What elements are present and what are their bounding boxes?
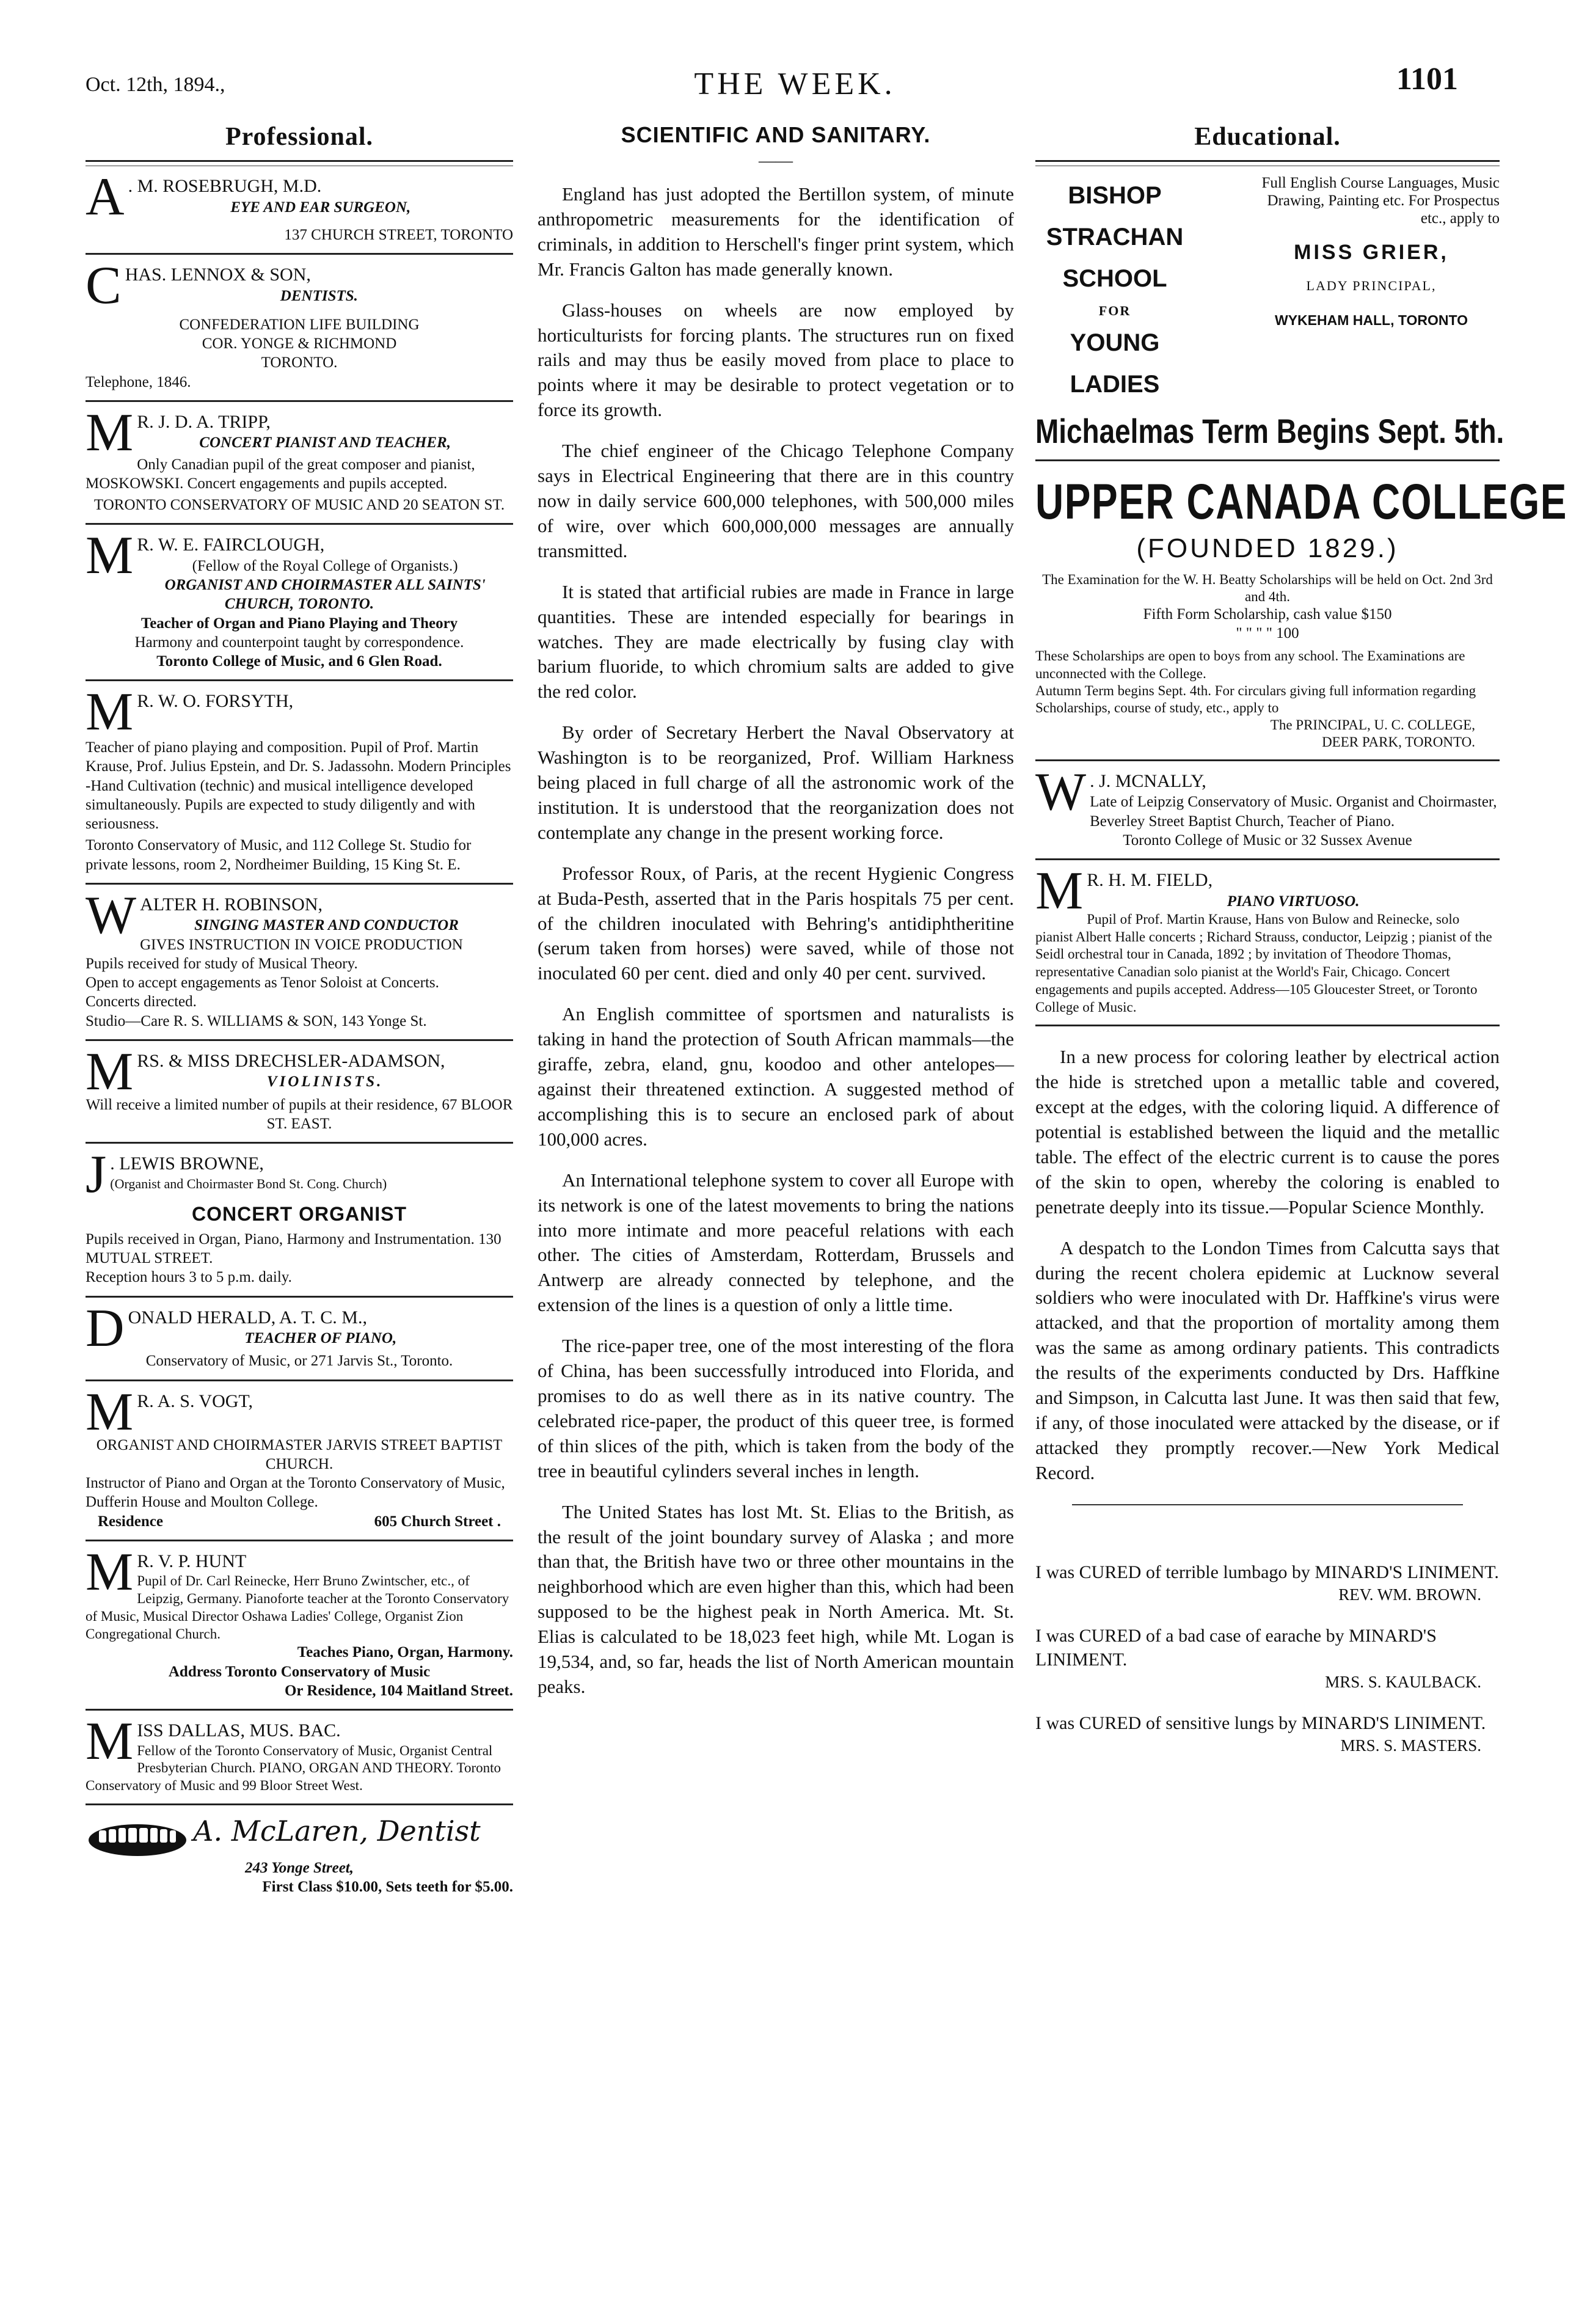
bishop-strachan-ad (1035, 175, 1500, 405)
card-title: EYE AND EAR SURGEON, (230, 199, 411, 216)
divider (86, 253, 513, 255)
educational-heading: Educational. (1194, 123, 1341, 151)
card-field (1035, 861, 1500, 1016)
article-paragraph: A despatch to the London Times from Calcutta says that during the recent cholera epidemic at Lucknow several soldiers who were inoculated with Dr. Haffkine's virus were attacked, and that the proportion of mortality among them was the same as among ordinary patients. This contradicts the results of the experiments conducted by Drs. Haffkine and Simpson, in Calcutta last June. It was then said that few, if any, of those inoculated were attacked by the disease, or if attacked they promptly recover.—New York Medical Record. (1035, 1237, 1500, 1483)
college-name: UPPER CANADA COLLEGE (1035, 474, 1568, 530)
card-or-res: Or Residence, 104 Maitland Street. (284, 1682, 513, 1699)
article-paragraph: It is stated that artificial rubies are made in France in large quantities. These are intended especially for bearings in watches. They are made electrically by fusing clay with barium fluoride, to which chromium salts are added to give the red color. (538, 580, 1014, 703)
card-line: COR. YONGE & RICHMOND (202, 335, 397, 353)
article-paragraph: Glass-houses on wheels are now employed by horticulturists for forcing plants. The structures run on fixed rails and may thus be easily moved from place to place to points where it may be desirable to protect vegetation or to force its growth. (538, 299, 1014, 421)
card-line: TORONTO. (261, 354, 338, 371)
scientific-heading: SCIENTIFIC AND SANITARY. (621, 122, 931, 147)
heading-dash: —— (759, 152, 793, 170)
card-name: ALTER H. ROBINSON, (140, 894, 323, 915)
card-big: CONCERT ORGANIST (192, 1202, 407, 1225)
card-body: Harmony and counterpoint taught by correspondence. (134, 634, 464, 651)
school-name-line: FOR (1098, 303, 1131, 318)
divider (86, 1803, 513, 1805)
card-line: Studio—Care R. S. WILLIAMS & SON, 143 Yonge St. (86, 1012, 427, 1029)
ucc-line: Autumn Term begins Sept. 4th. For circulars giving full information regarding Scholarships, course of study, etc., apply to (1035, 682, 1476, 715)
professional-column (86, 122, 513, 1897)
school-name-line: BISHOP (1068, 182, 1162, 209)
card-paren: (Organist and Choirmaster Bond St. Cong. Church) (110, 1175, 387, 1191)
ucc-line: DEER PARK, TORONTO. (1322, 734, 1475, 750)
card-footer: TORONTO CONSERVATORY OF MUSIC AND 20 SEATON ST. (93, 497, 505, 514)
drop-cap: M (86, 1542, 134, 1602)
card-title: DENTISTS. (280, 287, 358, 304)
educational-column (1035, 122, 1568, 1775)
card-vogt (86, 1382, 513, 1531)
article-paragraph: In a new process for coloring leather by electrical action the hide is stretched upon a metallic table and covered, except at the edges, with the coloring liquid. A difference of potential is established between the liquid and the metallic table. The effect of the electric current is to cause the pores of the skin to open, whereby the coloring is enabled to penetrate deeply into its tissue.—Popular Science Monthly. (1035, 1046, 1500, 1218)
drop-cap: M (86, 403, 134, 462)
card-name: R. H. M. FIELD, (1087, 870, 1213, 891)
card-forsyth (86, 682, 513, 874)
testimonial (1035, 1624, 1500, 1693)
card-address: 243 Yonge Street, (244, 1860, 354, 1877)
card-name: . LEWIS BROWNE, (110, 1153, 264, 1174)
ucc-line: These Scholarships are open to boys from any school. The Examinations are unconnected with the College. (1035, 648, 1465, 681)
card-footer: Toronto College of Music, and 6 Glen Road. (156, 653, 442, 670)
card-name: ONALD HERALD, A. T. C. M., (128, 1307, 367, 1328)
card-herald (86, 1298, 513, 1371)
card-line: ORGANIST AND CHOIRMASTER JARVIS STREET BAPTIST CHURCH. (96, 1436, 503, 1472)
card-name: R. J. D. A. TRIPP, (137, 411, 271, 432)
scientific-column (538, 122, 1014, 1716)
card-hours: Reception hours 3 to 5 p.m. daily. (86, 1269, 292, 1286)
card-name: . J. MCNALLY, (1090, 770, 1206, 791)
card-rosebrugh (86, 167, 513, 244)
card-title: TEACHER OF PIANO, (244, 1330, 397, 1347)
divider (86, 679, 513, 681)
article-paragraph: England has just adopted the Bertillon system, of minute anthropometric measurements for the identification of criminals, in addition to Herschell's finger print system, which Mr. Francis Galton has made generally known. (538, 183, 1014, 280)
course-info: Full English Course Languages, Music Drawing, Painting etc. For Prospectus etc., apply to (1261, 175, 1500, 227)
article-paragraph: An English committee of sportsmen and naturalists is taking in hand the protection of South African mammals—the giraffe, zebra, eland, gnu, koodoo and other antelopes—against their threatened extinction. A suggested method of accomplishing this is to secure an enclosed park of about 100,000 acres. (538, 1003, 1014, 1150)
card-body: Fellow of the Toronto Conservatory of Music, Organist Central Presbyterian Church. PIANO, ORGAN AND THEORY. Toronto Conservatory of Music and 99 Bloor Street West. (86, 1742, 501, 1794)
card-body: Pupil of Dr. Carl Reinecke, Herr Bruno Zwintscher, etc., of Leipzig, Germany. Pianoforte teacher at the Toronto Conservatory of Music, Musical Director Oshawa Ladies' College, Organist Zion Congregational Church. (86, 1573, 509, 1642)
term-notice: Michaelmas Term Begins Sept. 5th. (1035, 412, 1504, 451)
card-body: Conservatory of Music, or 271 Jarvis St., Toronto. (145, 1353, 453, 1370)
testimonial-signature: MRS. S. KAULBACK. (1325, 1672, 1481, 1691)
card-robinson (86, 885, 513, 1031)
card-line: GIVES INSTRUCTION IN VOICE PRODUCTION (140, 936, 463, 953)
drop-cap: J (86, 1145, 107, 1205)
ucc-line: The PRINCIPAL, U. C. COLLEGE, (1270, 717, 1475, 733)
divider (1035, 858, 1500, 860)
divider (86, 1709, 513, 1711)
divider (86, 1296, 513, 1298)
article-paragraph: The United States has lost Mt. St. Elias to the British, as the result of the joint boundary survey of Alaska ; and more than that, the British have two or three other mountains in the neighborhood which are even higher than this, which had been supposed to be the highest peak in North America. Mt. St. Elias is calculated to be 18,023 feet high, while Mt. Logan is 19,534, and, so far, heads the list of North American mountain peaks. (538, 1500, 1014, 1697)
divider (86, 160, 513, 166)
card-mclaren (86, 1814, 513, 1897)
card-body: Only Canadian pupil of the great composer and pianist, MOSKOWSKI. Concert engagements and pupils accepted. (86, 456, 475, 492)
article-paragraph: Professor Roux, of Paris, at the recent Hygienic Congress at Buda-Pesth, asserted that in the Paris hospitals 75 per cent. of the children inoculated with Behring's antidiphtheritine (serum taken from horses) were saved, while of those not inoculated 60 per cent. died and only 40 per cent. survived. (538, 862, 1014, 984)
drop-cap: M (1035, 861, 1084, 921)
divider (1035, 1025, 1500, 1026)
divider (1035, 459, 1500, 461)
divider (86, 400, 513, 402)
school-name-line: STRACHAN (1046, 224, 1184, 250)
drop-cap: M (86, 526, 134, 586)
drop-cap: A (86, 167, 125, 227)
card-name: R. A. S. VOGT, (137, 1390, 253, 1411)
drop-cap: M (86, 1712, 134, 1772)
card-phone: Telephone, 1846. (86, 373, 191, 390)
drop-cap: W (1035, 762, 1087, 822)
principal-name: MISS GRIER, (1294, 241, 1449, 265)
divider (1035, 160, 1500, 166)
card-line: Concerts directed. (86, 993, 197, 1010)
article-paragraph: The rice-paper tree, one of the most interesting of the flora of China, has been successfully introduced into Florida, and promises to do as well there as in its native country. The celebrated rice-paper, the product of this queer tree, is formed of thin slices of the pith, which is taken from the body of the tree in beautiful cylinders several inches in length. (538, 1335, 1014, 1482)
card-name: HAS. LENNOX & SON, (125, 265, 311, 285)
card-drechsler (86, 1042, 513, 1133)
school-name-line: SCHOOL (1062, 265, 1167, 292)
card-title: ORGANIST AND CHOIRMASTER ALL SAINTS' CHURCH, TORONTO. (164, 577, 486, 613)
card-name: A. McLaren, Dentist (193, 1814, 481, 1847)
testimonial-text: I was CURED of a bad case of earache by MINARD'S LINIMENT. (1035, 1625, 1437, 1670)
divider (86, 1540, 513, 1541)
testimonial-signature: REV. WM. BROWN. (1338, 1585, 1481, 1604)
card-title: PIANO VIRTUOSO. (1227, 893, 1360, 910)
card-title: CONCERT PIANIST AND TEACHER, (199, 434, 451, 451)
card-body: Instructor of Piano and Organ at the Toronto Conservatory of Music, Dufferin House and Moulton College. (86, 1475, 505, 1511)
drop-cap: M (86, 1382, 134, 1442)
testimonial (1035, 1560, 1500, 1606)
testimonial-text: I was CURED of sensitive lungs by MINARD'S LINIMENT. (1035, 1712, 1486, 1733)
divider (86, 523, 513, 525)
card-line: Pupils received for study of Musical Theory. (86, 955, 358, 972)
publication-title: THE WEEK. (694, 67, 896, 101)
article-paragraph: By order of Secretary Herbert the Naval Observatory at Washington is to be reorganized, Prof. William Harkness being placed in full charge of all the astronomic work of the institution. It is understood that the reorganization does not contemplate any change in the present working force. (538, 722, 1014, 843)
ucc-line: " " " " 100 (1236, 624, 1299, 641)
professional-heading: Professional. (225, 123, 374, 151)
drop-cap: M (86, 682, 134, 742)
testimonial (1035, 1711, 1500, 1756)
card-fellow: (Fellow of the Royal College of Organists.) (192, 557, 458, 574)
school-name-line: YOUNG LADIES (1070, 329, 1160, 398)
card-teaches: Teaches Piano, Organ, Harmony. (297, 1644, 513, 1661)
dentures-icon (86, 1816, 189, 1858)
principal-title: LADY PRINCIPAL, (1306, 278, 1437, 294)
card-name: . M. ROSEBRUGH, M.D. (128, 176, 322, 196)
card-footer: Toronto College of Music or 32 Sussex Avenue (1123, 831, 1412, 849)
card-hunt (86, 1542, 513, 1700)
ucc-line: Fifth Form Scholarship, cash value $150 (1143, 606, 1392, 623)
card-body: Pupils received in Organ, Piano, Harmony and Instrumentation. 130 MUTUAL STREET. (86, 1230, 501, 1267)
card-dallas (86, 1712, 513, 1795)
card-body: Teacher of piano playing and composition. Pupil of Prof. Martin Krause, Prof. Julius Epstein, and Dr. S. Jadassohn. Modern Principles -Hand Cultivation (technic) and musical intelligence developed simultaneously. Pupils are expected to study diligently and with seriousness. (86, 739, 511, 833)
card-name: R. W. O. FORSYTH, (137, 691, 294, 712)
divider (86, 1379, 513, 1381)
drop-cap: M (86, 1042, 134, 1102)
card-lennox (86, 256, 513, 392)
card-body: Pupil of Prof. Martin Krause, Hans von Bulow and Reinecke, solo pianist Albert Halle concerts ; Richard Strauss, conductor, Leipzig ; pianist of the Seidl orchestral tour in Canada, 1892 ; by invitation of Theodore Thomas, representative Canadian solo pianist at the World's Fair, Chicago. Concert engagements and pupils accepted. Address—105 Gloucester Street, or Toronto College of Music. (1035, 911, 1492, 1015)
card-name: R. V. P. HUNT (137, 1551, 247, 1571)
school-address: WYKEHAM HALL, TORONTO (1274, 312, 1468, 328)
ucc-line: The Examination for the W. H. Beatty Scholarships will be held on Oct. 2nd 3rd and 4th. (1042, 572, 1493, 605)
upper-canada-college-ad (1035, 473, 1568, 750)
card-name: ISS DALLAS, MUS. BAC. (137, 1720, 341, 1741)
card-title: VIOLINISTS. (266, 1073, 384, 1091)
card-body: Toronto Conservatory of Music, and 112 College St. Studio for private lessons, room 2, Nordheimer Building, 15 King St. E. (86, 837, 472, 873)
drop-cap: D (86, 1298, 125, 1358)
college-founded: (FOUNDED 1829.) (1136, 533, 1399, 564)
card-title: SINGING MASTER AND CONDUCTOR (194, 917, 459, 934)
card-address: 137 CHURCH STREET, TORONTO (284, 226, 513, 243)
card-name: RS. & MISS DRECHSLER-ADAMSON, (137, 1050, 445, 1071)
divider (86, 1039, 513, 1041)
card-mcnally (1035, 762, 1500, 850)
card-browne (86, 1145, 513, 1287)
card-body: Will receive a limited number of pupils at their residence, 67 BLOOR ST. EAST. (86, 1096, 513, 1132)
card-body: Late of Leipzig Conservatory of Music. Organist and Choirmaster, Beverley Street Baptist Church, Teacher of Piano. (1090, 794, 1497, 830)
card-body: First Class $10.00, Sets teeth for $5.00. (262, 1879, 513, 1896)
card-fairclough (86, 526, 513, 671)
divider (1072, 1504, 1463, 1505)
divider (1035, 759, 1500, 761)
divider (86, 1142, 513, 1144)
card-teacher: Teacher of Organ and Piano Playing and Theory (140, 615, 458, 632)
issue-date: Oct. 12th, 1894., (86, 73, 225, 96)
card-tripp (86, 403, 513, 515)
drop-cap: C (86, 256, 122, 315)
card-address: Address Toronto Conservatory of Music (168, 1663, 431, 1680)
card-line: Open to accept engagements as Tenor Soloist at Concerts. (86, 974, 439, 992)
article-paragraph: The chief engineer of the Chicago Telephone Company says in Electrical Engineering that there are in this country now in daily service 600,000 telephones, with 500,000 miles of wire, over which 600,000,000 messages are annually transmitted. (538, 440, 1014, 561)
card-name: R. W. E. FAIRCLOUGH, (137, 535, 325, 555)
card-line: CONFEDERATION LIFE BUILDING (179, 316, 420, 333)
drop-cap: W (86, 885, 137, 945)
card-res-label: Residence (98, 1513, 163, 1530)
divider (86, 883, 513, 885)
card-res-addr: 605 Church Street . (374, 1513, 501, 1530)
testimonial-signature: MRS. S. MASTERS. (1340, 1736, 1481, 1755)
page-number: 1101 (1396, 62, 1458, 97)
testimonial-text: I was CURED of terrible lumbago by MINARD'S LINIMENT. (1035, 1562, 1499, 1582)
article-paragraph: An International telephone system to cover all Europe with its network is one of the latest movements to bring the nations into more intimate and more peaceful relations with each other. The cities of Amsterdam, Rotterdam, Brussels and Antwerp are already connected by telephone, and the extension of the lines is a question of only a little time. (538, 1169, 1014, 1316)
